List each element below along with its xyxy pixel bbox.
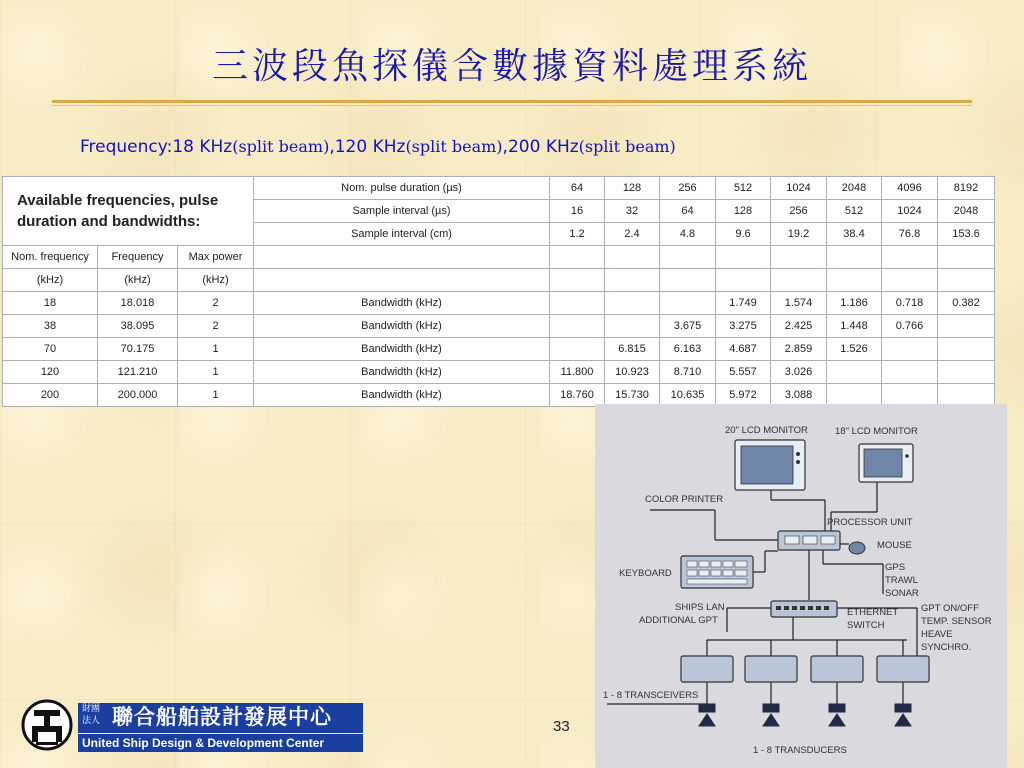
- col-unit: (kHz): [98, 269, 178, 292]
- bandwidth-value-cell: [605, 315, 660, 338]
- logo-small-top: 財團: [82, 704, 101, 714]
- label-color-printer: COLOR PRINTER: [645, 494, 724, 505]
- bandwidth-value-cell: [938, 338, 995, 361]
- label-temp-sensor: TEMP. SENSOR: [921, 616, 992, 627]
- label-synchro: SYNCHRO.: [921, 642, 972, 653]
- bandwidth-value-cell: 18.760: [550, 384, 605, 407]
- nom-frequency-cell: 120: [3, 361, 98, 384]
- bandwidth-value-cell: [550, 292, 605, 315]
- bandwidth-value-cell: 15.730: [605, 384, 660, 407]
- bandwidth-value-cell: 11.800: [550, 361, 605, 384]
- interval-us-value: 32: [605, 200, 660, 223]
- logo-name-english: United Ship Design & Development Center: [82, 736, 325, 750]
- table-row: [3, 315, 995, 338]
- interval-us-value: 64: [660, 200, 716, 223]
- col-unit: (kHz): [3, 269, 98, 292]
- table-heading: Available frequencies, pulse duration and bandwidths:: [3, 177, 254, 246]
- frequency-cell: 38.095: [98, 315, 178, 338]
- processor-unit-icon: [778, 531, 840, 550]
- label-mouse: MOUSE: [877, 540, 912, 551]
- max-power-cell: 2: [178, 315, 254, 338]
- pulse-value: 1024: [771, 177, 827, 200]
- bandwidth-label-cell: Bandwidth (kHz): [254, 292, 550, 315]
- bandwidth-value-cell: 1.749: [716, 292, 771, 315]
- bandwidth-value-cell: [938, 315, 995, 338]
- pulse-value: 64: [550, 177, 605, 200]
- logo-name-chinese: 聯合船舶設計發展中心: [112, 705, 332, 729]
- bandwidth-value-cell: 3.088: [771, 384, 827, 407]
- bandwidth-value-cell: 8.710: [660, 361, 716, 384]
- monitor-20-icon: [735, 440, 805, 490]
- bandwidth-value-cell: 1.186: [827, 292, 882, 315]
- interval-cm-value: 38.4: [827, 223, 882, 246]
- interval-cm-value: 19.2: [771, 223, 827, 246]
- bandwidth-value-cell: 5.557: [716, 361, 771, 384]
- bandwidth-value-cell: 6.815: [605, 338, 660, 361]
- bandwidth-value-cell: 0.766: [882, 315, 938, 338]
- bandwidth-value-cell: 1.574: [771, 292, 827, 315]
- pulse-value: 128: [605, 177, 660, 200]
- freq-text-2: (split beam): [232, 137, 330, 156]
- label-switch: SWITCH: [847, 620, 885, 631]
- interval-cm-value: 153.6: [938, 223, 995, 246]
- monitor-18-icon: [859, 444, 913, 482]
- label-transceivers: 1 - 8 TRANSCEIVERS: [603, 690, 699, 701]
- interval-cm-value: 2.4: [605, 223, 660, 246]
- bandwidth-value-cell: [550, 315, 605, 338]
- freq-text-4: KHz: [372, 137, 406, 157]
- freq-text-8: (split beam): [578, 137, 676, 156]
- max-power-cell: 2: [178, 292, 254, 315]
- freq-text-5: (split beam): [405, 137, 503, 156]
- frequency-cell: 121.210: [98, 361, 178, 384]
- bandwidth-value-cell: 3.275: [716, 315, 771, 338]
- pulse-value: 512: [716, 177, 771, 200]
- interval-cm-label: Sample interval (cm): [254, 223, 550, 246]
- max-power-cell: 1: [178, 338, 254, 361]
- bandwidth-value-cell: [660, 292, 716, 315]
- interval-us-value: 128: [716, 200, 771, 223]
- bandwidth-value-cell: [938, 361, 995, 384]
- bandwidth-value-cell: 4.687: [716, 338, 771, 361]
- bandwidth-value-cell: 6.163: [660, 338, 716, 361]
- frequency-cell: 70.175: [98, 338, 178, 361]
- organization-logo: [20, 698, 363, 754]
- interval-us-value: 256: [771, 200, 827, 223]
- label-additional-gpt: ADDITIONAL GPT: [639, 615, 718, 626]
- bandwidth-label-cell: Bandwidth (kHz): [254, 361, 550, 384]
- label-monitor-18: 18" LCD MONITOR: [835, 426, 918, 437]
- bandwidth-value-cell: 10.923: [605, 361, 660, 384]
- ethernet-switch-icon: [771, 601, 837, 617]
- bandwidth-value-cell: 0.718: [882, 292, 938, 315]
- label-processor-unit: PROCESSOR UNIT: [827, 517, 913, 528]
- bandwidth-value-cell: [550, 338, 605, 361]
- nom-frequency-cell: 38: [3, 315, 98, 338]
- pulse-duration-label: Nom. pulse duration (µs): [254, 177, 550, 200]
- interval-cm-value: 9.6: [716, 223, 771, 246]
- bandwidth-value-cell: [605, 292, 660, 315]
- transducer-icons: [699, 704, 911, 726]
- label-gps: GPS: [885, 562, 906, 573]
- bandwidth-value-cell: 0.382: [938, 292, 995, 315]
- bandwidth-label-cell: Bandwidth (kHz): [254, 338, 550, 361]
- interval-cm-value: 4.8: [660, 223, 716, 246]
- label-ships-lan: SHIPS LAN: [675, 602, 725, 613]
- interval-us-value: 512: [827, 200, 882, 223]
- bandwidth-value-cell: 2.425: [771, 315, 827, 338]
- bandwidth-value-cell: 3.675: [660, 315, 716, 338]
- interval-us-value: 1024: [882, 200, 938, 223]
- bandwidth-value-cell: [882, 361, 938, 384]
- system-diagram: [595, 404, 1007, 768]
- label-heave: HEAVE: [921, 629, 953, 640]
- max-power-cell: 1: [178, 361, 254, 384]
- label-ethernet: ETHERNET: [847, 607, 899, 618]
- nom-frequency-cell: 18: [3, 292, 98, 315]
- diagram-drawing: [595, 404, 1007, 768]
- keyboard-icon: [681, 556, 753, 588]
- pulse-value: 4096: [882, 177, 938, 200]
- interval-cm-value: 1.2: [550, 223, 605, 246]
- frequency-spec-table: [2, 176, 995, 407]
- mouse-icon: [849, 542, 865, 554]
- pulse-value: 256: [660, 177, 716, 200]
- pulse-value: 2048: [827, 177, 882, 200]
- page-number: 33: [553, 718, 570, 735]
- freq-text-7: KHz: [545, 137, 579, 157]
- title-underline: [52, 100, 972, 103]
- freq-text-6: ,200: [502, 137, 546, 157]
- nom-frequency-cell: 70: [3, 338, 98, 361]
- col-unit: (kHz): [178, 269, 254, 292]
- frequency-cell: 200.000: [98, 384, 178, 407]
- label-monitor-20: 20" LCD MONITOR: [725, 425, 808, 436]
- interval-us-label: Sample interval (µs): [254, 200, 550, 223]
- title-underline-thin: [52, 105, 972, 106]
- interval-cm-value: 76.8: [882, 223, 938, 246]
- col-header-nom-frequency: Nom. frequency: [3, 246, 98, 269]
- frequency-cell: 18.018: [98, 292, 178, 315]
- label-gpt-onoff: GPT ON/OFF: [921, 603, 979, 614]
- pulse-value: 8192: [938, 177, 995, 200]
- bandwidth-value-cell: 10.635: [660, 384, 716, 407]
- bandwidth-value-cell: 2.859: [771, 338, 827, 361]
- freq-text-1: Frequency:18 KHz: [80, 137, 233, 157]
- bandwidth-value-cell: 1.526: [827, 338, 882, 361]
- bandwidth-label-cell: Bandwidth (kHz): [254, 384, 550, 407]
- table-row: [3, 292, 995, 315]
- max-power-cell: 1: [178, 384, 254, 407]
- frequency-line: [80, 137, 980, 157]
- interval-us-value: 2048: [938, 200, 995, 223]
- col-header-max-power: Max power: [178, 246, 254, 269]
- bandwidth-label-cell: Bandwidth (kHz): [254, 315, 550, 338]
- freq-text-3: ,120: [329, 137, 373, 157]
- bandwidth-value-cell: 3.026: [771, 361, 827, 384]
- label-transducers: 1 - 8 TRANSDUCERS: [753, 745, 847, 756]
- bandwidth-value-cell: 1.448: [827, 315, 882, 338]
- interval-us-value: 16: [550, 200, 605, 223]
- bandwidth-value-cell: 5.972: [716, 384, 771, 407]
- slide-title: 三波段魚探儀含數據資料處理系統: [211, 46, 812, 87]
- nom-frequency-cell: 200: [3, 384, 98, 407]
- transceiver-icons: [681, 656, 929, 682]
- table-row: [3, 361, 995, 384]
- label-trawl: TRAWL: [885, 575, 918, 586]
- bandwidth-value-cell: [882, 338, 938, 361]
- logo-small-bottom: 法人: [82, 716, 101, 726]
- col-header-frequency: Frequency: [98, 246, 178, 269]
- label-keyboard: KEYBOARD: [619, 568, 672, 579]
- table-row: [3, 338, 995, 361]
- label-sonar: SONAR: [885, 588, 919, 599]
- bandwidth-value-cell: [827, 361, 882, 384]
